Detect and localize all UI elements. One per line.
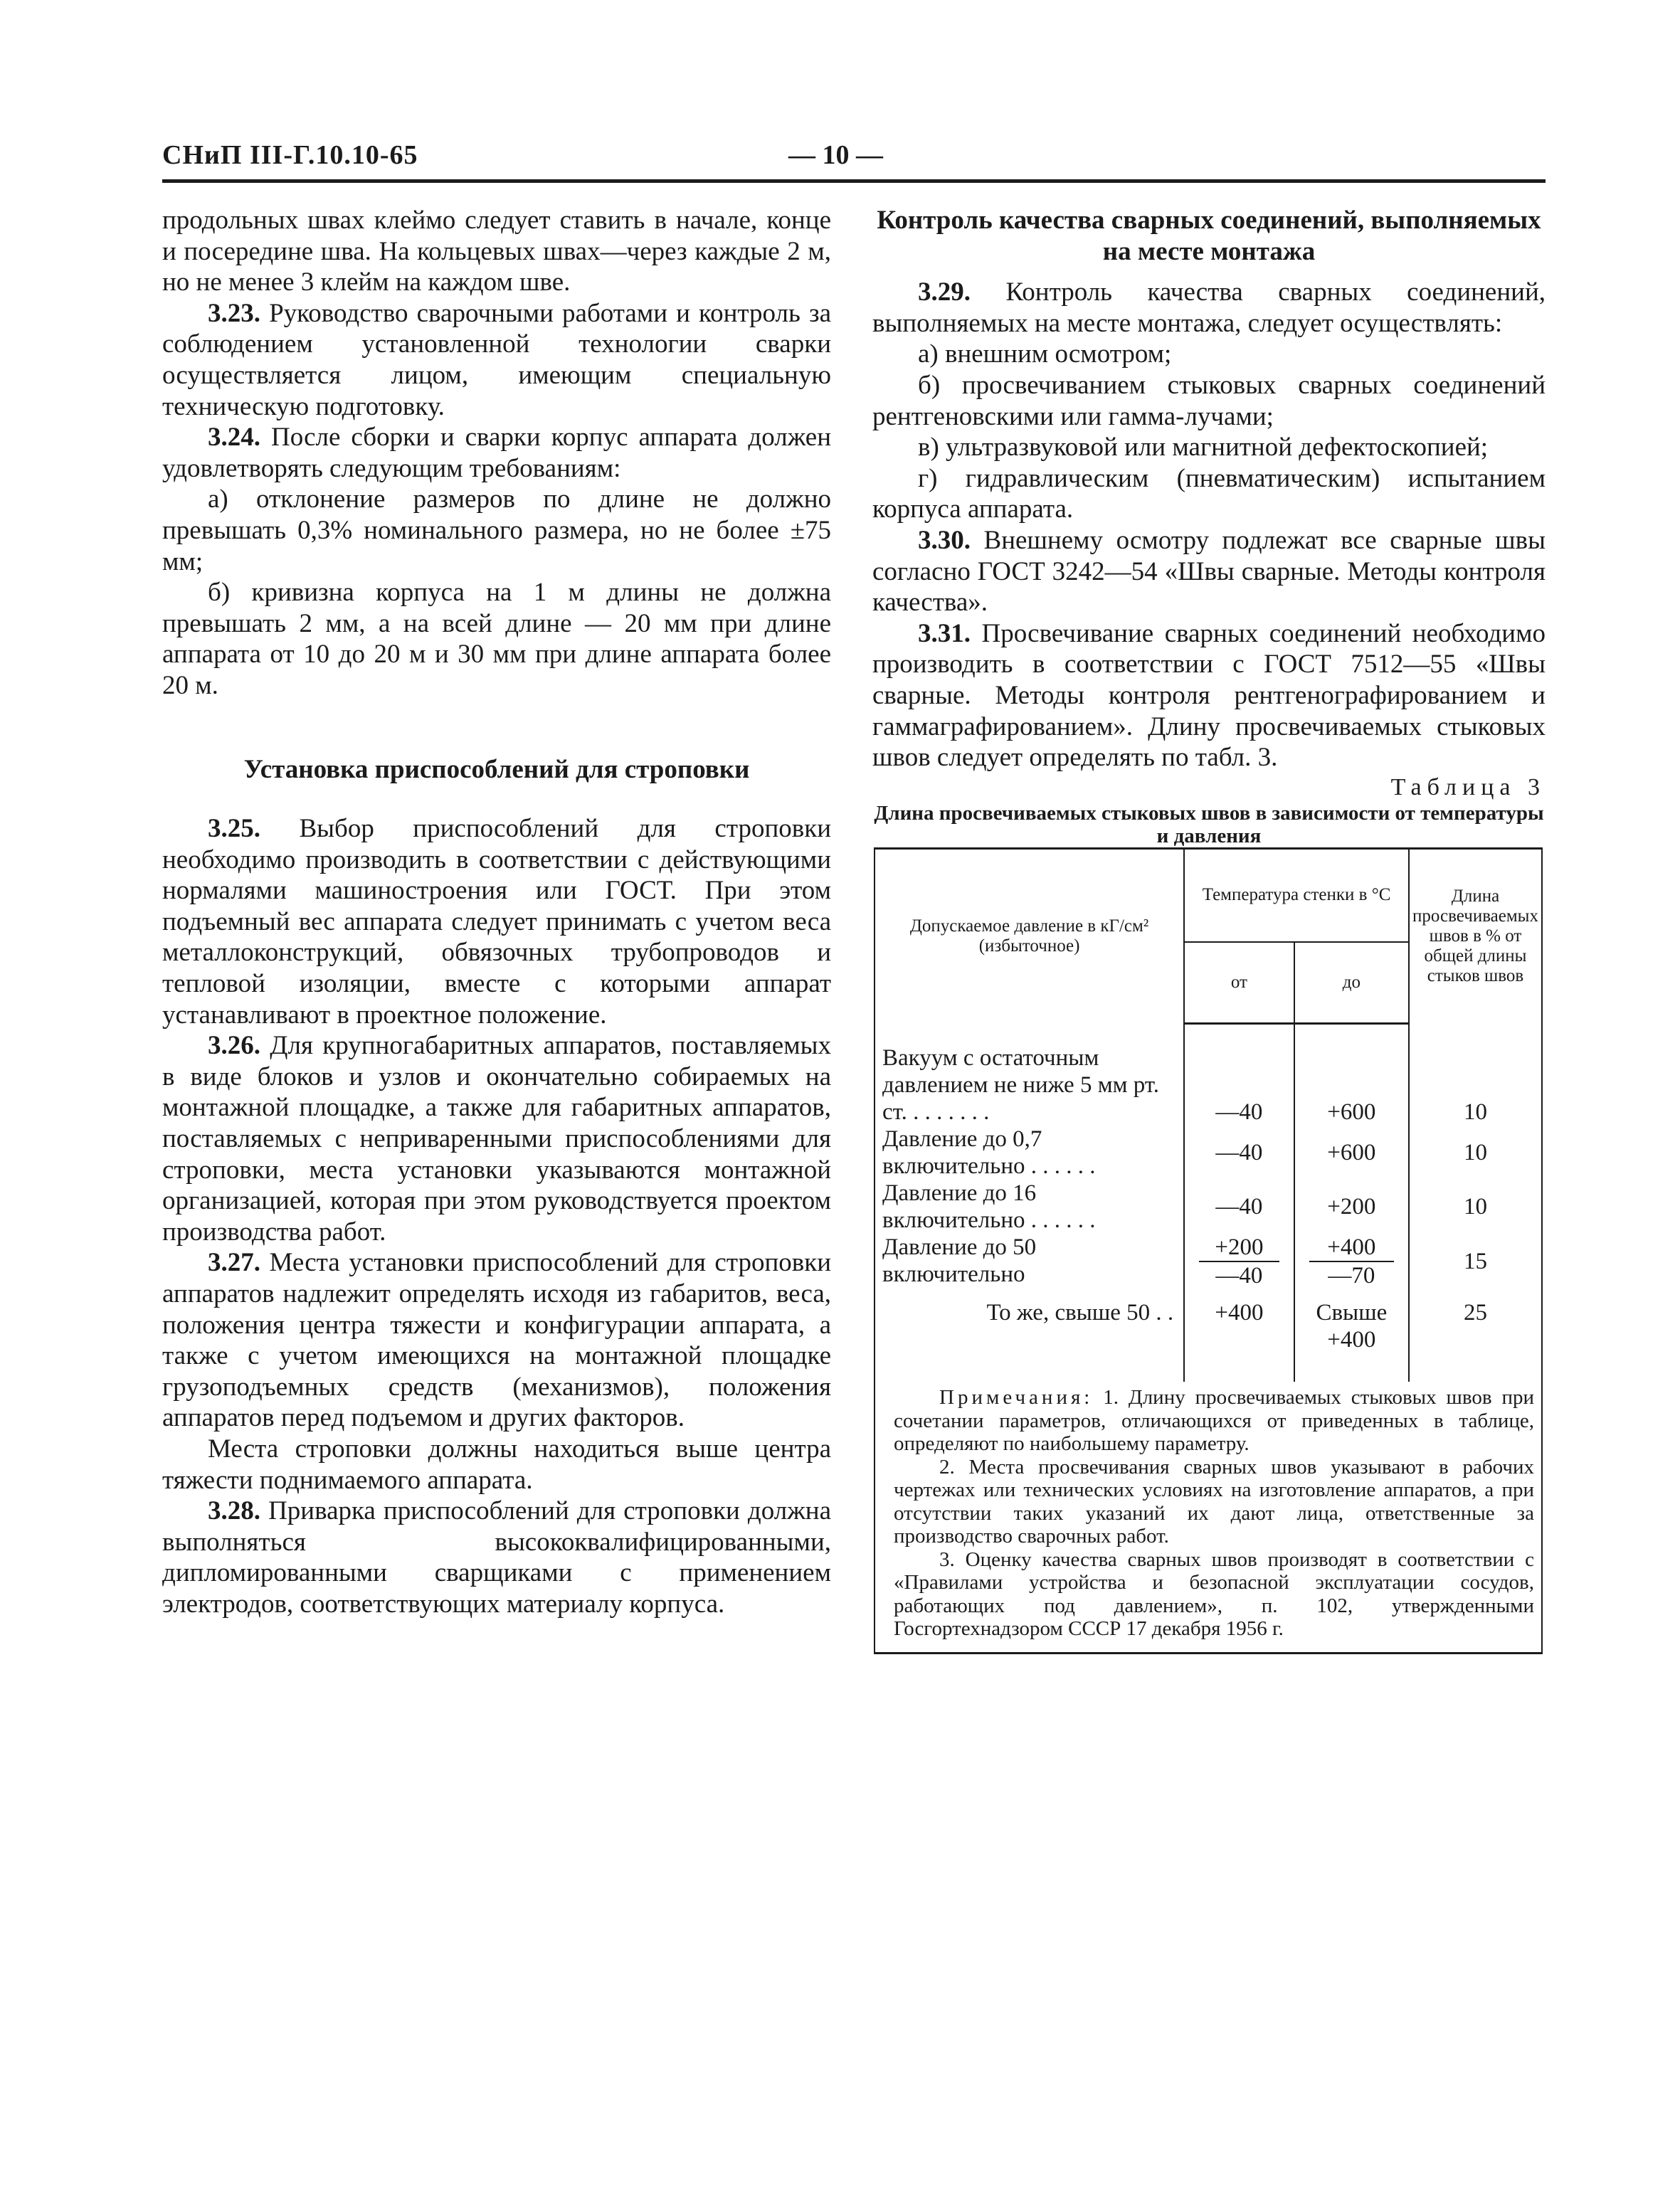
section-heading-quality-control: Контроль качества сварных соединений, выполняемых на месте монтажа (877, 206, 1541, 266)
clause-number: 3.23. (208, 298, 260, 328)
paragraph-3-25 (162, 813, 831, 1030)
list-item-d: г) гидравлическим (пневматическим) испытанием корпуса аппарата. (872, 463, 1546, 524)
table-row (875, 1023, 1542, 1126)
clause-number: 3.24. (208, 423, 260, 453)
cell-from: +400 (1184, 1289, 1294, 1382)
paragraph-3-27 (162, 1247, 831, 1434)
left-column (162, 205, 831, 1620)
clause-text: Внешнему осмотру подлежат все сварные швы согласно ГОСТ 3242—54 «Швы сварные. Методы контроля качества». (872, 525, 1546, 618)
header-length: Длина просвечиваемых швов в % от общей длины стыков швов (1409, 848, 1542, 1023)
page-number: — 10 — (788, 140, 883, 170)
table-row (875, 1180, 1542, 1234)
cell-desc: Давление до 0,7 включительно . . . . . . (875, 1126, 1184, 1180)
list-item-c: в) ультразвуковой или магнитной дефектоскопией; (918, 433, 1489, 462)
cell-to: +200 (1294, 1180, 1409, 1234)
list-item-b: б) кривизна корпуса на 1 м длины не должна превышать 2 мм, а на всей длине — 20 мм при длине аппарата от 10 до 20 м и 30 мм при длине аппарата более 20 м. (162, 578, 831, 700)
header-temperature: Температура стенки в °С (1184, 848, 1409, 942)
table-row (875, 1126, 1542, 1180)
document-code: СНиП III-Г.10.10-65 (162, 140, 418, 170)
cell-from: —40 (1184, 1126, 1294, 1180)
value-upper: +400 (1309, 1234, 1394, 1262)
paragraph-3-24 (162, 422, 831, 484)
clause-text: Выбор приспособлений для строповки необходимо производить в соответствии с действующими нормалями машиностроения или ГОСТ. При этом подъемный вес аппарата следует принимать с учетом веса металлоконструкций, обвязочных трубопроводов и тепловой изоляции, вместе с которыми аппарат устанавливают в проектное положение. (162, 814, 831, 1030)
paragraph-continued: продольных швах клеймо следует ставить в начале, конце и посередине шва. На кольцевых швах—через каждые 2 м, но не менее 3 клейм на каждом шве. (162, 206, 831, 297)
note-1 (894, 1386, 1534, 1456)
data-table (874, 847, 1543, 1382)
list-item-b: б) просвечиванием стыковых сварных соединений рентгеновскими или гамма-лучами; (872, 370, 1546, 431)
list-item-a: а) внешним осмотром; (918, 339, 1172, 369)
paragraph-3-26 (162, 1030, 831, 1247)
cell-length: 10 (1409, 1180, 1542, 1234)
header-to: до (1294, 942, 1409, 1023)
clause-number: 3.30. (918, 525, 971, 555)
note-text: 1. Длину просвечиваемых стыковых швов при сочетании параметров, отличающихся от приведенных в таблице, определяют по наибольшему параметру. (894, 1386, 1534, 1456)
clause-number: 3.27. (208, 1248, 260, 1278)
cell-desc: Давление до 16 включительно . . . . . . (875, 1180, 1184, 1234)
table-title: Длина просвечиваемых стыковых швов в зависимости от температуры и давления (874, 801, 1544, 847)
spacer (162, 702, 831, 754)
paragraph-3-30 (872, 525, 1546, 618)
clause-number: 3.25. (208, 814, 260, 844)
clause-text: Руководство сварочными работами и контроль за соблюдением установленной технологии сварки осуществляется лицом, имеющим специальную техническую подготовку. (162, 298, 831, 421)
cell-to: Свыше +400 (1294, 1289, 1409, 1382)
section-heading-slinging: Установка приспособлений для строповки (243, 754, 750, 784)
cell-desc: Вакуум с остаточным давлением не ниже 5 мм рт. ст. . . . . . . . (875, 1023, 1184, 1126)
page-header (162, 139, 1550, 182)
cell-to (1294, 1234, 1409, 1289)
clause-text: Приварка приспособлений для строповки должна выполняться высококвалифицированными, дипломированными сварщиками с применением электродов, соответствующих материалу корпуса. (162, 1496, 831, 1619)
cell-to: +600 (1294, 1126, 1409, 1180)
clause-text: Контроль качества сварных соединений, выполняемых на месте монтажа, следует осуществлять: (872, 277, 1546, 338)
table-label: Таблица 3 (1390, 773, 1546, 800)
cell-to: +600 (1294, 1023, 1409, 1126)
header-pressure: Допускаемое давление в кГ/см² (избыточное) (875, 848, 1184, 1023)
cell-length: 25 (1409, 1289, 1542, 1382)
cell-length: 15 (1409, 1234, 1542, 1289)
note-2: 2. Места просвечивания сварных швов указывают в рабочих чертежах или технических условиях на изготовление аппаратов, а при отсутствии таких указаний их дают лица, ответственные за производство сварочных работ. (894, 1455, 1534, 1548)
clause-number: 3.28. (208, 1496, 260, 1526)
paragraph-3-31 (872, 618, 1546, 773)
list-item-a: а) отклонение размеров по длине не должно превышать 0,3% номинального размера, но не более ±75 мм; (162, 485, 831, 576)
paragraph-3-28 (162, 1496, 831, 1619)
cell-from (1184, 1234, 1294, 1289)
paragraph-3-29 (872, 277, 1546, 339)
spacer (162, 785, 831, 813)
clause-number: 3.26. (208, 1031, 260, 1061)
table-row (875, 1234, 1542, 1289)
clause-text: Для крупногабаритных аппаратов, поставляемых в виде блоков и узлов и окончательно собираемых на монтажной площадке, а также для габаритных аппаратов, поставляемых с неприваренными приспособлениями для строповки, места установки указываются монтажной организацией, которая при этом руководствуется проектом производства работ. (162, 1031, 831, 1247)
table-notes (874, 1382, 1543, 1654)
value-lower: —40 (1215, 1263, 1263, 1289)
table-row (875, 1289, 1542, 1382)
clause-number: 3.29. (918, 277, 971, 307)
right-column (872, 205, 1546, 1654)
cell-from: —40 (1184, 1023, 1294, 1126)
cell-desc: То же, свыше 50 . . (875, 1289, 1184, 1382)
table-3 (874, 847, 1543, 1654)
notes-label: Примечания: (939, 1386, 1094, 1409)
paragraph-slinging-places: Места строповки должны находиться выше центра тяжести поднимаемого аппарата. (162, 1434, 831, 1495)
clause-text: После сборки и сварки корпус аппарата должен удовлетворять следующим требованиям: (162, 423, 831, 483)
paragraph-3-23 (162, 298, 831, 422)
header-from: от (1184, 942, 1294, 1023)
cell-length: 10 (1409, 1023, 1542, 1126)
clause-text: Просвечивание сварных соединений необходимо производить в соответствии с ГОСТ 7512—55 «Швы сварные. Методы контроля рентгенографированием и гаммаграфированием». Длину просвечиваемых стыковых швов следует определять по табл. 3. (872, 618, 1546, 773)
value-upper: +200 (1199, 1234, 1279, 1262)
header-rule (162, 179, 1546, 183)
clause-text: Места установки приспособлений для строповки аппаратов надлежит определять исходя из габаритов, веса, положения центра тяжести и конфигурации аппарата, а также с учетом имеющихся на монтажной площадке грузоподъемных средств (механизмов), положения аппаратов перед подъемом и других факторов. (162, 1248, 831, 1433)
cell-desc: Давление до 50 включительно (875, 1234, 1184, 1289)
value-lower: —70 (1328, 1263, 1375, 1289)
clause-number: 3.31. (918, 618, 971, 648)
cell-length: 10 (1409, 1126, 1542, 1180)
cell-from: —40 (1184, 1180, 1294, 1234)
note-3: 3. Оценку качества сварных швов производят в соответствии с «Правилами устройства и безопасной эксплуатации сосудов, работающих под давлением», п. 102, утвержденными Госгортехнадзором СССР 17 декабря 1956 г. (894, 1548, 1534, 1641)
